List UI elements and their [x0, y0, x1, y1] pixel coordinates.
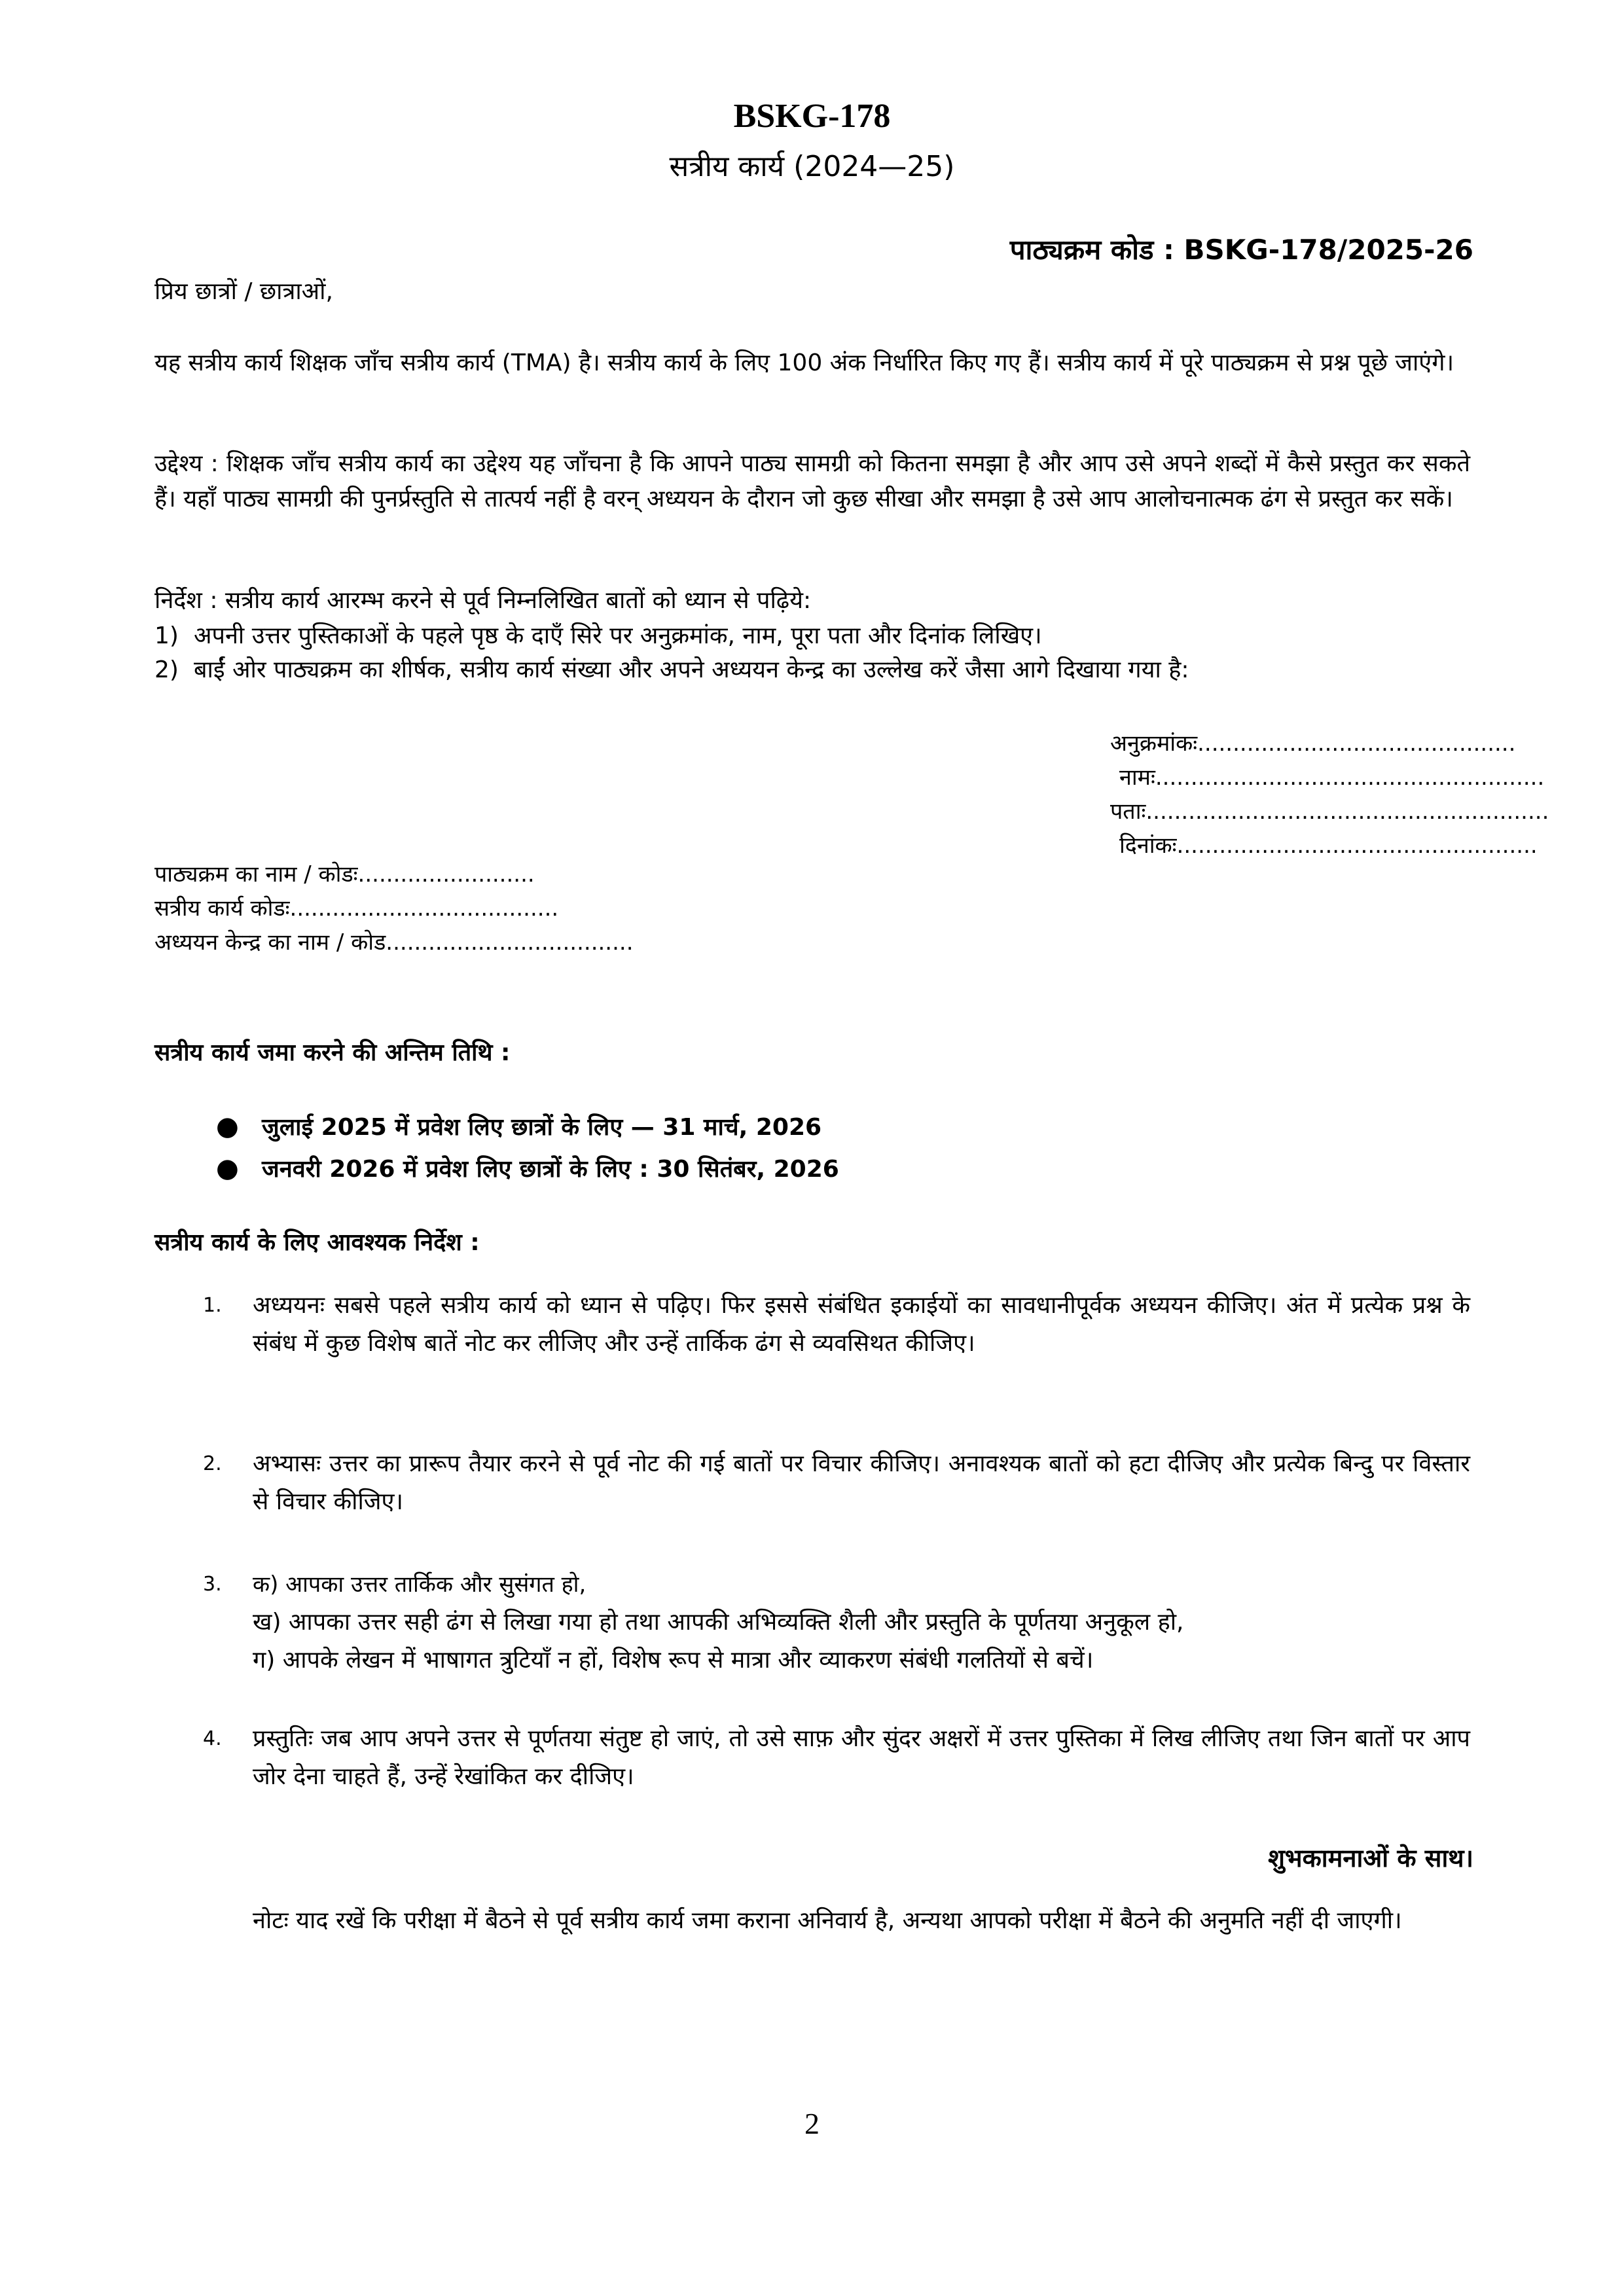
- instruction-subpoint: ग) आपके लेखन में भाषागत त्रुटियाँ न हों, विशेष रूप से मात्रा और व्याकरण संबंधी गलतियों से बचें।: [253, 1647, 1094, 1674]
- date-field: दिनांकः...................................................: [1119, 833, 1538, 859]
- deadline-item-text: जुलाई 2025 में प्रवेश लिए छात्रों के लिए — 31 मार्च, 2026: [262, 1114, 822, 1141]
- instruction-text: अध्ययनः सबसे पहले सत्रीय कार्य को ध्यान से पढ़िए। फिर इससे संबंधित इकाईयों का सावधानीपूर्वक अध्ययन कीजिए। अंत में प्रत्येक प्रश्न के संबंध में कुछ विशेष बातें नोट कर लीजिए और उन्हें तार्किक ढंग से व्यवसिथत कीजिए।: [253, 1292, 1470, 1357]
- directions-intro: निर्देश : सत्रीय कार्य आरम्भ करने से पूर्व निम्नलिखित बातों को ध्यान से पढ़िये:: [154, 587, 812, 614]
- instruction-number: 2.: [203, 1452, 222, 1475]
- deadline-list: [216, 1106, 839, 1190]
- page-number: 2: [804, 2107, 820, 2140]
- deadline-heading: सत्रीय कार्य जमा करने की अन्तिम तिथि :: [154, 1039, 511, 1066]
- page-subtitle: सत्रीय कार्य (2024—25): [669, 150, 955, 183]
- instruction-subpoint: ख) आपका उत्तर सही ढंग से लिखा गया हो तथा आपकी अभिव्यक्ति शैली और प्रस्तुति के पूर्णतया अनुकूल हो,: [253, 1609, 1184, 1636]
- assignment-code-field: सत्रीय कार्य कोडः......................................: [154, 895, 559, 922]
- direction-item-text: बाईं ओर पाठ्यक्रम का शीर्षक, सत्रीय कार्य संख्या और अपने अध्ययन केन्द्र का उल्लेख करें जैसा आगे दिखाया गया है:: [194, 656, 1189, 683]
- greeting: प्रिय छात्रों / छात्राओं,: [154, 278, 333, 305]
- student-details-block: [1110, 726, 1549, 863]
- instructions-heading: सत्रीय कार्य के लिए आवश्यक निर्देश :: [154, 1229, 480, 1256]
- study-center-field: अध्ययन केन्द्र का नाम / कोड...................................: [154, 929, 634, 956]
- closing-text: शुभकामनाओं के साथ।: [1268, 1844, 1473, 1873]
- name-field: नामः.......................................................: [1119, 764, 1545, 791]
- objective-paragraph: उद्देश्य : शिक्षक जाँच सत्रीय कार्य का उद्देश्य यह जाँचना है कि आपने पाठ्य सामग्री को कितना समझा है और आप उसे अपने शब्दों में कैसे प्रस्तुत कर सकते हैं। यहाँ पाठ्य सामग्री की पुनर्प्रस्तुति से तात्पर्य नहीं है वरन् अध्ययन के दौरान जो कुछ सीखा और समझा है उसे आप आलोचनात्मक ढंग से प्रस्तुत कर सकें।: [154, 450, 1470, 512]
- page-title: BSKG-178: [733, 98, 891, 135]
- instruction-number: 4.: [203, 1727, 222, 1750]
- roll-number-field: अनुक्रमांकः.............................................: [1110, 730, 1516, 757]
- note-text: नोटः याद रखें कि परीक्षा में बैठने से पूर्व सत्रीय कार्य जमा कराना अनिवार्य है, अन्यथा आपको परीक्षा में बैठने की अनुमति नहीं दी जाएगी।: [253, 1907, 1402, 1934]
- course-code-line: पाठ्यक्रम कोड : BSKG-178/2025-26: [1009, 234, 1473, 266]
- deadline-item: [216, 1106, 839, 1148]
- bullet-icon: ●: [216, 1153, 239, 1183]
- instruction-item: [203, 1445, 1470, 1521]
- instruction-item: [203, 1566, 1470, 1679]
- bullet-icon: ●: [216, 1111, 239, 1141]
- instruction-item: [203, 1720, 1470, 1796]
- instruction-number: 1.: [203, 1294, 222, 1317]
- deadline-item-text: जनवरी 2026 में प्रवेश लिए छात्रों के लिए : 30 सितंबर, 2026: [262, 1156, 839, 1183]
- intro-paragraph: यह सत्रीय कार्य शिक्षक जाँच सत्रीय कार्य (TMA) है। सत्रीय कार्य के लिए 100 अंक निर्धारित किए गए हैं। सत्रीय कार्य में पूरे पाठ्यक्रम से प्रश्न पूछे जाएंगे।: [154, 350, 1454, 376]
- deadline-item: [216, 1148, 839, 1190]
- course-details-block: [154, 857, 744, 960]
- direction-item-text: अपनी उत्तर पुस्तिकाओं के पहले पृष्ठ के दाएँ सिरे पर अनुक्रमांक, नाम, पूरा पता और दिनांक लिखिए।: [194, 622, 1042, 649]
- instruction-subpoint: क) आपका उत्तर तार्किक और सुसंगत हो,: [253, 1571, 586, 1598]
- instruction-text: प्रस्तुतिः जब आप अपने उत्तर से पूर्णतया संतुष्ट हो जाएं, तो उसे साफ़ और सुंदर अक्षरों में उत्तर पुस्तिका में लिख लीजिए तथा जिन बातों पर आप जोर देना चाहते हैं, उन्हें रेखांकित कर दीजिए।: [253, 1725, 1470, 1790]
- direction-item-number: 1): [154, 622, 179, 649]
- direction-item: [154, 619, 1470, 653]
- instruction-item: [203, 1287, 1470, 1363]
- direction-item: [154, 653, 1470, 687]
- direction-item-number: 2): [154, 656, 179, 683]
- course-name-field: पाठ्यक्रम का नाम / कोडः.........................: [154, 861, 535, 888]
- address-field: पताः.........................................................: [1110, 798, 1549, 825]
- instruction-number: 3.: [203, 1573, 222, 1596]
- instruction-text: अभ्यासः उत्तर का प्रारूप तैयार करने से पूर्व नोट की गई बातों पर विचार कीजिए। अनावश्यक बातों को हटा दीजिए और प्रत्येक बिन्दु पर विस्तार से विचार कीजिए।: [253, 1450, 1470, 1515]
